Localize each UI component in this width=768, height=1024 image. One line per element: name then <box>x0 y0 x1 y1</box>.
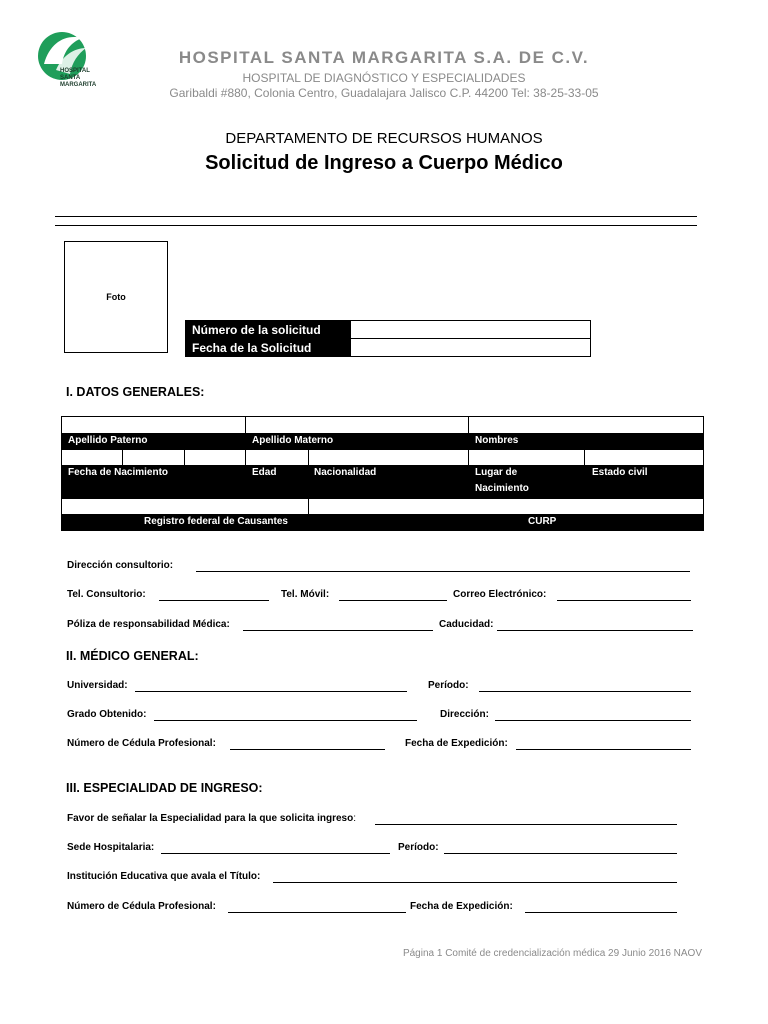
fecha-expedicion-especialidad-line[interactable] <box>525 912 677 913</box>
fecha-expedicion-label: Fecha de Expedición: <box>405 738 508 749</box>
header-rule-bottom <box>55 225 697 226</box>
request-number-label: Número de la solicitud <box>186 321 351 339</box>
direccion-line[interactable] <box>495 720 691 721</box>
especialidad-label: Favor de señalar la Especialidad para la que solicita ingreso: <box>67 813 357 824</box>
tel-movil-line[interactable] <box>339 600 447 601</box>
correo-line[interactable] <box>557 600 691 601</box>
grado-label: Grado Obtenido: <box>67 709 147 720</box>
institucion-label: Institución Educativa que avala el Título: <box>67 871 261 882</box>
cedula-line[interactable] <box>230 749 385 750</box>
rfc-field[interactable] <box>62 499 308 514</box>
apellido-paterno-field[interactable] <box>62 417 245 433</box>
tel-consultorio-line[interactable] <box>159 600 269 601</box>
curp-field[interactable] <box>309 499 703 514</box>
tel-consultorio-label: Tel. Consultorio: <box>67 589 146 600</box>
periodo-especialidad-line[interactable] <box>444 853 677 854</box>
edad-label: Edad <box>252 467 277 478</box>
section-1-title: I. DATOS GENERALES: <box>66 385 205 399</box>
lugar-nacimiento-label-1: Lugar de <box>475 467 518 478</box>
cedula-label: Número de Cédula Profesional: <box>67 738 216 749</box>
fecha-nacimiento-label: Fecha de Nacimiento <box>68 467 169 478</box>
periodo-especialidad-label: Período: <box>398 842 439 853</box>
sede-line[interactable] <box>161 853 390 854</box>
section-2-title: II. MÉDICO GENERAL: <box>66 649 199 663</box>
direccion-consultorio-line[interactable] <box>196 571 690 572</box>
caducidad-line[interactable] <box>497 630 693 631</box>
request-table <box>185 320 591 357</box>
hospital-subtitle: HOSPITAL DE DIAGNÓSTICO Y ESPECIALIDADES <box>242 71 526 85</box>
birth-data-fields[interactable] <box>62 450 703 465</box>
caducidad-label: Caducidad: <box>439 619 494 630</box>
institucion-line[interactable] <box>273 882 677 883</box>
cedula-especialidad-line[interactable] <box>228 912 406 913</box>
correo-label: Correo Electrónico: <box>453 589 547 600</box>
tel-movil-label: Tel. Móvil: <box>281 589 330 600</box>
curp-label: CURP <box>528 516 557 527</box>
apellido-materno-field[interactable] <box>246 417 468 433</box>
sede-label: Sede Hospitalaria: <box>67 842 155 853</box>
request-number-field[interactable] <box>351 321 591 339</box>
estado-civil-label: Estado civil <box>592 467 648 478</box>
rfc-label: Registro federal de Causantes <box>144 516 288 527</box>
universidad-line[interactable] <box>135 691 407 692</box>
periodo-label: Período: <box>428 680 469 691</box>
hospital-address: Garibaldi #880, Colonia Centro, Guadalajara Jalisco C.P. 44200 Tel: 38-25-33-05 <box>169 86 599 100</box>
header-rule-top <box>55 216 697 217</box>
section-3-title: III. ESPECIALIDAD DE INGRESO: <box>66 781 263 795</box>
general-data-grid <box>61 416 704 531</box>
nombres-label: Nombres <box>475 435 519 446</box>
fecha-expedicion-line[interactable] <box>516 749 691 750</box>
apellido-paterno-label: Apellido Paterno <box>68 435 148 446</box>
photo-box[interactable] <box>64 241 168 353</box>
universidad-label: Universidad: <box>67 680 128 691</box>
department-name: DEPARTAMENTO DE RECURSOS HUMANOS <box>225 130 543 147</box>
hospital-name: HOSPITAL SANTA MARGARITA S.A. DE C.V. <box>178 48 590 67</box>
periodo-line[interactable] <box>479 691 691 692</box>
fecha-expedicion-especialidad-label: Fecha de Expedición: <box>410 901 513 912</box>
poliza-line[interactable] <box>243 630 433 631</box>
form-title: Solicitud de Ingreso a Cuerpo Médico <box>205 152 563 174</box>
direccion-label: Dirección: <box>440 709 489 720</box>
direccion-consultorio-label: Dirección consultorio: <box>67 560 174 571</box>
nombres-field[interactable] <box>469 417 703 433</box>
request-date-field[interactable] <box>351 339 591 357</box>
lugar-nacimiento-label-2: Nacimiento <box>475 483 529 494</box>
grado-line[interactable] <box>154 720 417 721</box>
apellido-materno-label: Apellido Materno <box>252 435 334 446</box>
logo-text: HOSPITAL SANTA MARGARITA <box>60 68 97 88</box>
especialidad-line[interactable] <box>375 824 677 825</box>
cedula-especialidad-label: Número de Cédula Profesional: <box>67 901 216 912</box>
request-date-label: Fecha de la Solicitud <box>186 339 351 357</box>
page-footer: Página 1 Comité de credencialización médica 29 Junio 2016 NAOV <box>402 948 702 959</box>
nacionalidad-label: Nacionalidad <box>314 467 377 478</box>
photo-label: Foto <box>106 292 126 302</box>
poliza-label: Póliza de responsabilidad Médica: <box>67 619 230 630</box>
